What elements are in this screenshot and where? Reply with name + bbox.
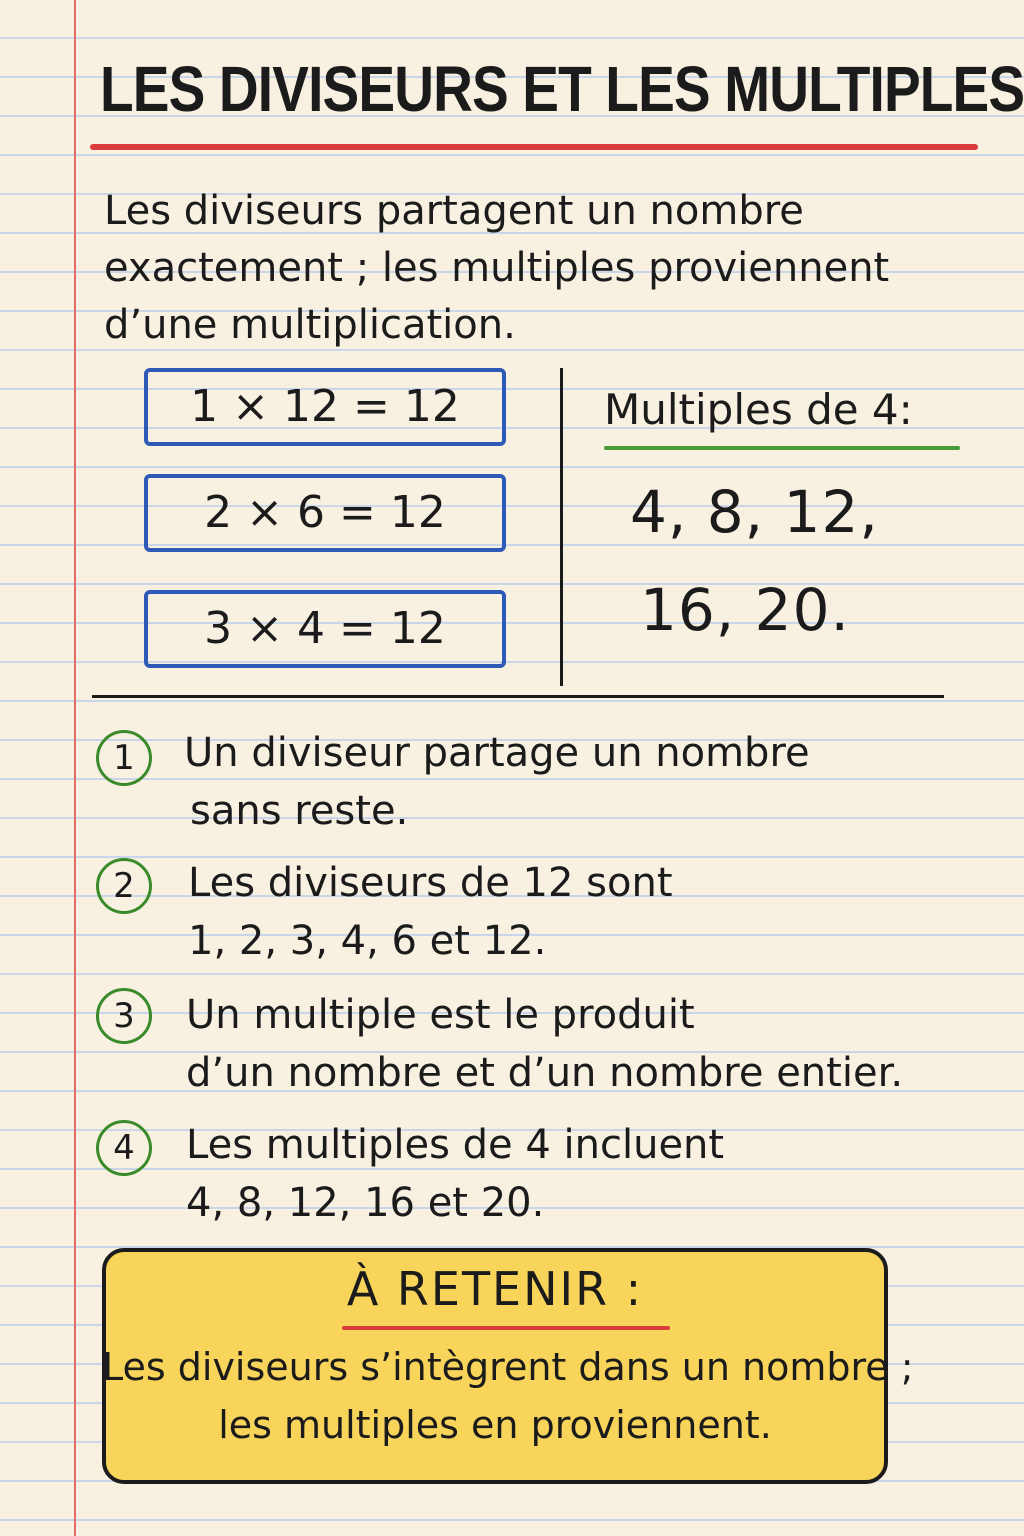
item-1-line-2: sans reste. <box>190 788 409 834</box>
item-number-badge-2: 2 <box>96 858 152 914</box>
title-underline <box>90 144 978 150</box>
notebook-margin-line <box>74 0 76 1536</box>
multiples-label-underline <box>604 446 960 450</box>
item-number-badge-3: 3 <box>96 988 152 1044</box>
intro-line-3: d’une multiplication. <box>104 302 516 348</box>
item-number-badge-4: 4 <box>96 1120 152 1176</box>
summary-text <box>102 1338 914 1454</box>
summary-line-2: les multiples en proviennent. <box>218 1403 772 1447</box>
section-divider <box>92 695 944 698</box>
item-3-line-1: Un multiple est le produit <box>186 992 695 1038</box>
summary-title-underline <box>342 1326 670 1330</box>
item-4-line-2: 4, 8, 12, 16 et 20. <box>186 1180 545 1226</box>
item-number-badge-1: 1 <box>96 730 152 786</box>
item-2-line-2: 1, 2, 3, 4, 6 et 12. <box>188 918 547 964</box>
item-1-line-1: Un diviseur partage un nombre <box>184 730 810 776</box>
item-2-text <box>188 854 673 970</box>
multiples-values-line-1: 4, 8, 12, <box>630 478 879 546</box>
summary-line-1: Les diviseurs s’intègrent dans un nombre ; <box>102 1345 914 1389</box>
item-4-text <box>186 1116 724 1232</box>
page-title: LES DIVISEURS ET LES MULTIPLES <box>100 53 1024 125</box>
equation-box-3: 3 × 4 = 12 <box>144 590 506 668</box>
multiples-label: Multiples de 4: <box>604 385 913 434</box>
intro-line-2: exactement ; les multiples proviennent <box>104 245 890 291</box>
equation-box-2: 2 × 6 = 12 <box>144 474 506 552</box>
summary-title: À RETENIR : <box>346 1262 644 1316</box>
item-2-line-1: Les diviseurs de 12 sont <box>188 860 673 906</box>
intro-paragraph <box>104 183 984 354</box>
intro-line-1: Les diviseurs partagent un nombre <box>104 188 804 234</box>
item-3-text <box>186 986 903 1102</box>
item-4-line-1: Les multiples de 4 incluent <box>186 1122 725 1168</box>
column-divider <box>560 368 563 686</box>
item-3-line-2: d’un nombre et d’un nombre entier. <box>186 1050 904 1096</box>
multiples-values-line-2: 16, 20. <box>640 576 850 644</box>
equation-box-1: 1 × 12 = 12 <box>144 368 506 446</box>
item-1-text <box>184 724 810 840</box>
